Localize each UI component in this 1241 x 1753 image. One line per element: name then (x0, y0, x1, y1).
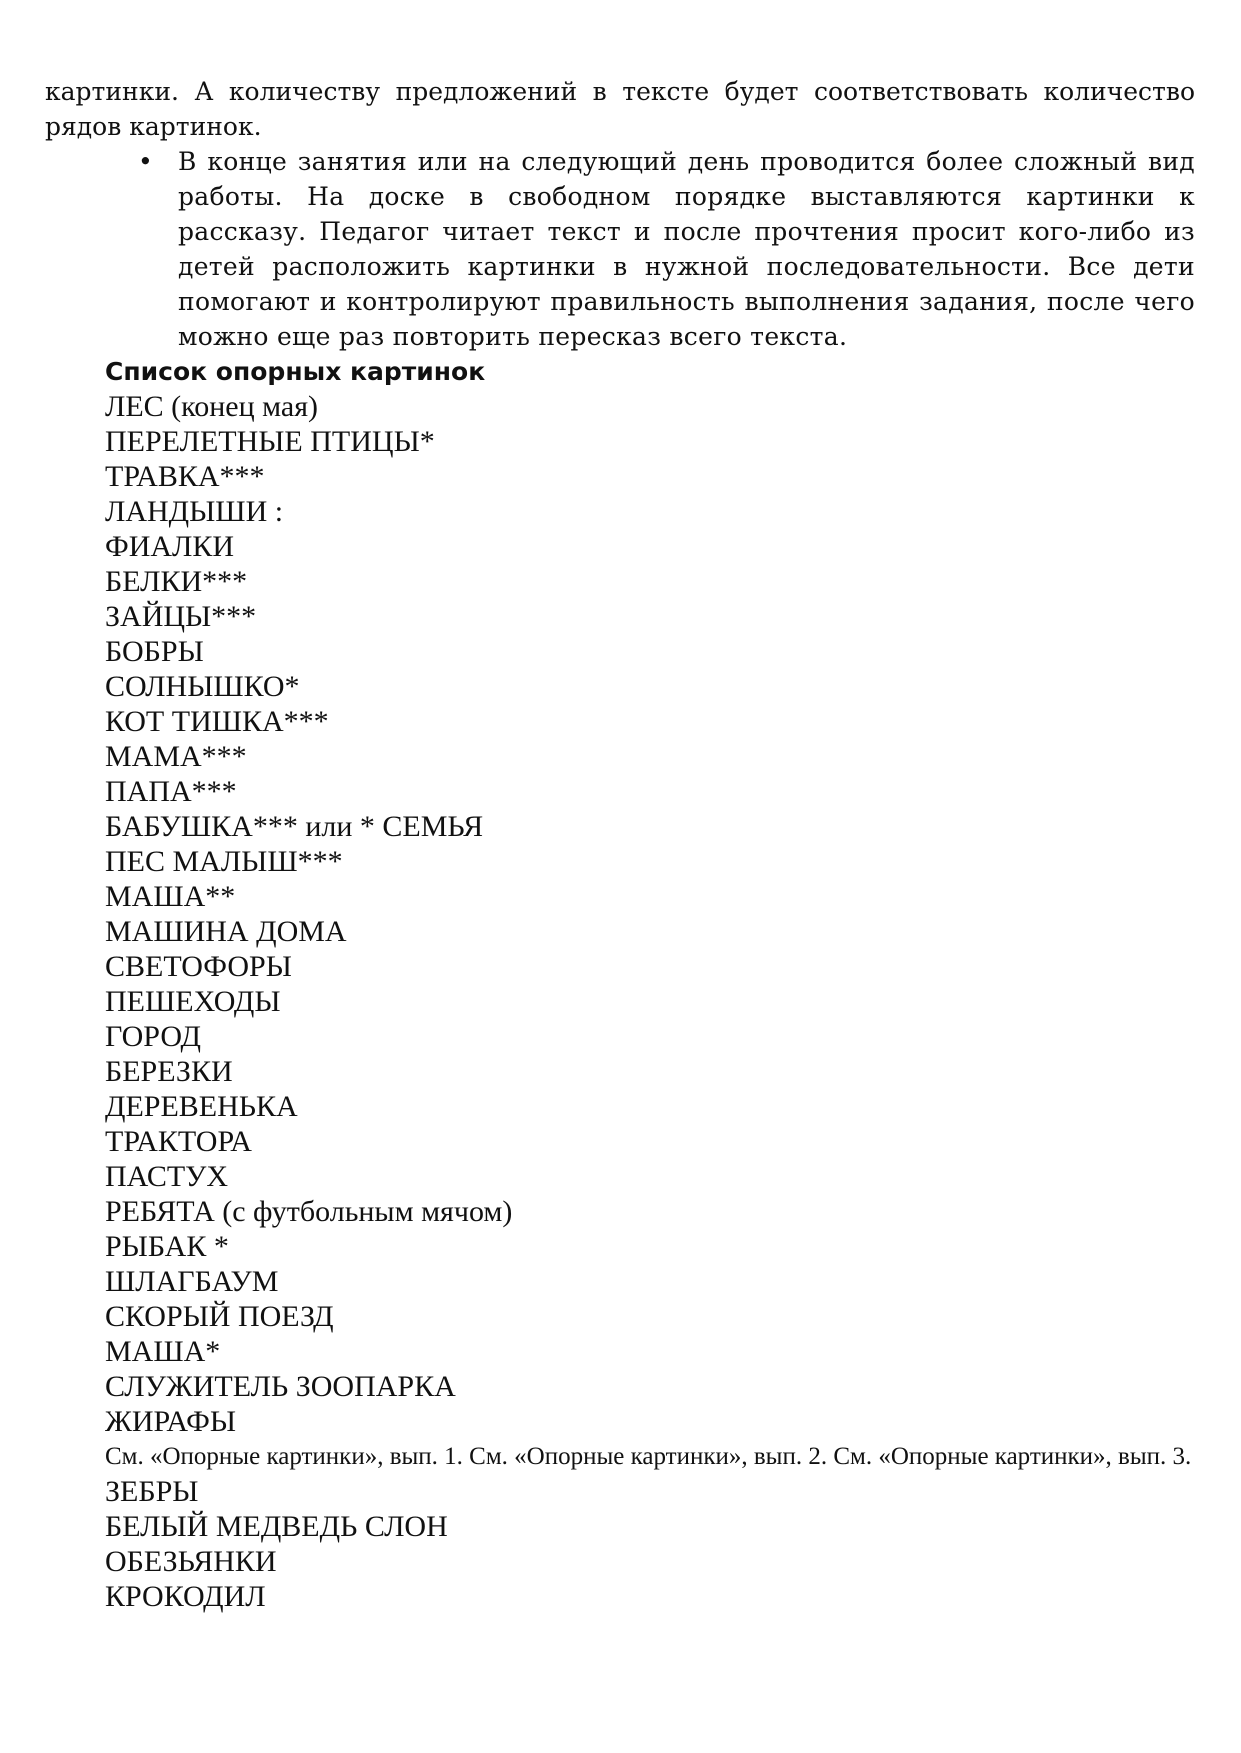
list-item: ЗЕБРЫ (105, 1475, 199, 1508)
intro-paragraph: картинки. А количеству предложений в тексте будет соответствовать количество рядов картинок. (45, 77, 1195, 141)
list-item: ПЕРЕЛЕТНЫЕ ПТИЦЫ* (105, 425, 435, 458)
list-item: ПАПА*** (105, 775, 237, 808)
list-item: ЛАНДЫШИ : (105, 495, 284, 528)
list-item: БЕРЕЗКИ (105, 1055, 233, 1088)
list-item: ПЕС МАЛЫШ*** (105, 845, 343, 878)
list-item: ЖИРАФЫ (105, 1405, 237, 1438)
list-item: ШЛАГБАУМ (105, 1265, 279, 1298)
list-item: СОЛНЫШКО* (105, 670, 300, 703)
list-item: ПЕШЕХОДЫ (105, 985, 281, 1018)
bullet-paragraph: В конце занятия или на следующий день проводится более сложный вид работы. На доске в свободном порядке выставляются картинки к рассказу. Педагог читает текст и после прочтения просит кого-либо из детей расположить картинки в нужной последовательности. Все дети помогают и контролируют правильность выполнения задания, после чего можно еще раз повторить пересказ всего текста. (178, 147, 1195, 351)
list-item: КРОКОДИЛ (105, 1580, 266, 1613)
list-item: БЕЛЫЙ МЕДВЕДЬ СЛОН (105, 1510, 448, 1543)
list-item: ТРАКТОРА (105, 1125, 252, 1158)
list-item: СЛУЖИТЕЛЬ ЗООПАРКА (105, 1370, 456, 1403)
list-item: МАШИНА ДОМА (105, 915, 347, 948)
list-item: РЕБЯТА (с футбольным мячом) (105, 1195, 513, 1228)
list-item: БАБУШКА*** или * СЕМЬЯ (105, 810, 484, 843)
list-item: БЕЛКИ*** (105, 565, 248, 598)
list-item: БОБРЫ (105, 635, 204, 668)
list-item: ФИАЛКИ (105, 530, 235, 563)
list-item: ЗАЙЦЫ*** (105, 600, 257, 633)
list-item: ДЕРЕВЕНЬКА (105, 1090, 298, 1123)
list-item: ТРАВКА*** (105, 460, 265, 493)
list-item: ЛЕС (конец мая) (105, 390, 319, 423)
section-heading: Список опорных картинок (105, 357, 486, 386)
list-item: МАМА*** (105, 740, 247, 773)
see-also-text: См. «Опорные картинки», вып. 1. См. «Опорные картинки», вып. 2. См. «Опорные картинки», вып. 3. (105, 1443, 1192, 1470)
list-item: МАША* (105, 1335, 221, 1368)
list-item: РЫБАК * (105, 1230, 229, 1263)
list-item: КОТ ТИШКА*** (105, 705, 329, 738)
list-item: СВЕТОФОРЫ (105, 950, 292, 983)
bullet-icon: • (138, 147, 153, 176)
list-item: ГОРОД (105, 1020, 201, 1053)
list-item: ПАСТУХ (105, 1160, 229, 1193)
picture-list (105, 389, 1195, 1614)
list-item: ОБЕЗЬЯНКИ (105, 1545, 277, 1578)
list-item: МАША** (105, 880, 236, 913)
list-item: СКОРЫЙ ПОЕЗД (105, 1300, 334, 1333)
